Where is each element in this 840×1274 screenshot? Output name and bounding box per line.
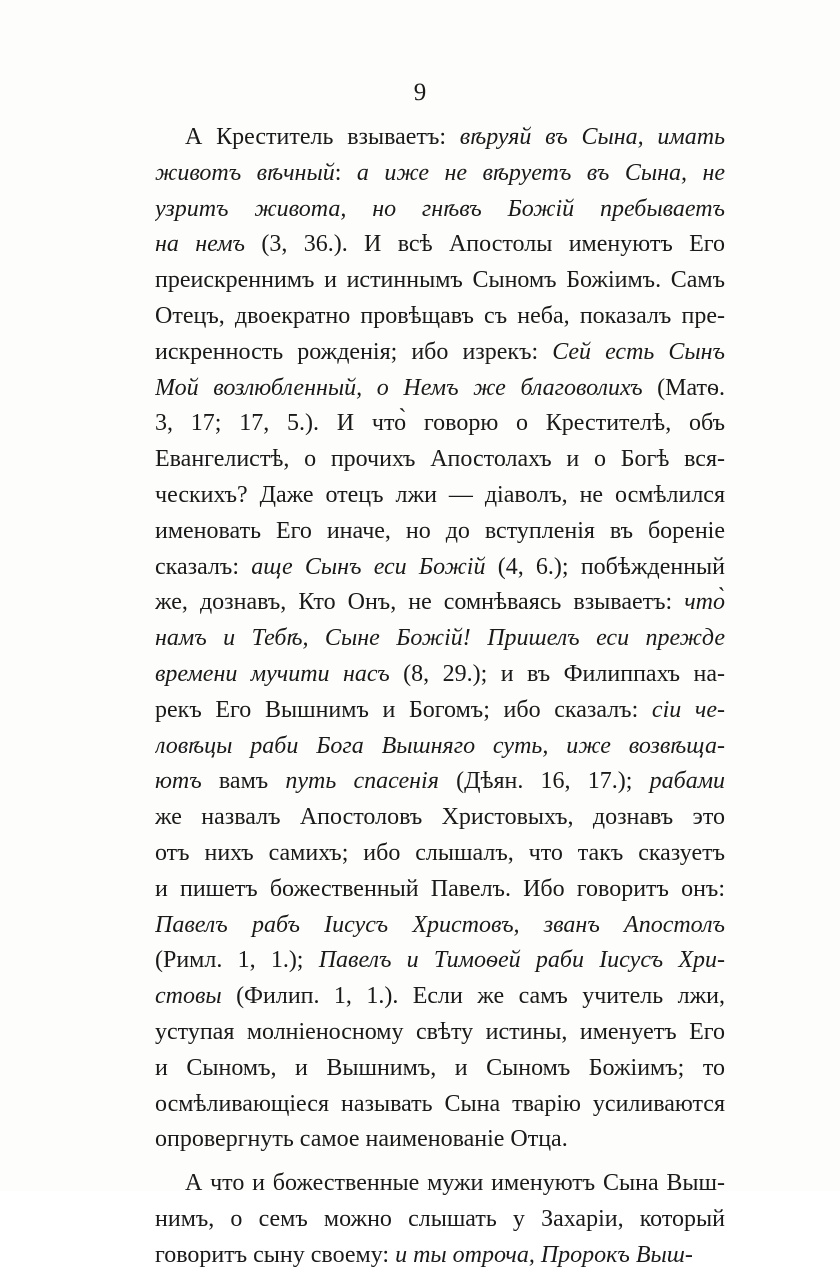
- text-run: нимъ, о семъ можно слышать у Захаріи, который: [155, 1205, 725, 1232]
- text-line: [155, 299, 725, 335]
- text-line: [155, 514, 725, 550]
- text-line: [155, 1087, 725, 1123]
- italic-quote: ловѣцы раби Бога Вышняго суть, иже возвѣща-: [155, 732, 725, 759]
- text-line: [155, 263, 725, 299]
- paragraph: [155, 1166, 725, 1273]
- text-line: [155, 192, 725, 228]
- text-line: [155, 836, 725, 872]
- text-line: [155, 371, 725, 407]
- text-line: [155, 120, 725, 156]
- text-line: [155, 478, 725, 514]
- italic-quote: сіи че-: [651, 696, 725, 723]
- text-run: ческихъ? Даже отецъ лжи — діаволъ, не осмѣлился: [155, 481, 725, 508]
- text-run: преискреннимъ и истиннымъ Сыномъ Божіимъ. Самъ: [155, 267, 725, 294]
- text-line: [155, 764, 725, 800]
- text-run: :: [334, 159, 357, 186]
- body-text: [155, 120, 725, 1274]
- italic-quote: ютъ: [155, 768, 202, 795]
- text-line: [155, 729, 725, 765]
- italic-quote: Мой возлюбленный, о Немъ же благоволихъ: [155, 374, 643, 401]
- text-run: опровергнуть самое наименованіе Отца.: [155, 1126, 568, 1153]
- text-line: [155, 1051, 725, 1087]
- text-run: 3, 17; 17, 5.). И что̀ говорю о Крестителѣ, объ: [155, 410, 725, 437]
- text-line: [155, 1015, 725, 1051]
- italic-quote: Павелъ рабъ Іисусъ Христовъ, званъ Апостолъ: [155, 911, 725, 938]
- text-run: Отецъ, двоекратно провѣщавъ съ неба, показалъ пре-: [155, 302, 725, 329]
- text-run: говоритъ сыну своему:: [155, 1241, 396, 1268]
- text-line: [155, 657, 725, 693]
- text-run: (Филип. 1, 1.). Если же самъ учитель лжи,: [221, 983, 725, 1010]
- text-run: же, дознавъ, Кто Онъ, не сомнѣваясь взываетъ:: [155, 589, 685, 616]
- text-line: [155, 908, 725, 944]
- text-run: осмѣливающіеся называть Сына тварію усиливаются: [155, 1090, 725, 1117]
- text-run: А что и божественные мужи именуютъ Сына Выш-: [185, 1170, 725, 1197]
- text-run: искренность рожденія; ибо изрекъ:: [155, 338, 553, 365]
- italic-quote: аще Сынъ еси Божій: [251, 553, 486, 580]
- italic-quote: и ты отроча, Пророкъ Выш-: [395, 1241, 693, 1268]
- text-run: (3, 36.). И всѣ Апостолы именуютъ Его: [245, 231, 725, 258]
- text-run: (Римл. 1, 1.);: [155, 947, 319, 974]
- italic-quote: стовы: [155, 983, 222, 1010]
- text-run: именовать Его иначе, но до вступленія въ бореніе: [155, 517, 725, 544]
- italic-quote: Павелъ и Тимоѳей раби Іисусъ Хри-: [318, 947, 725, 974]
- italic-quote: на немъ: [155, 231, 245, 258]
- text-run: А Креститель взываетъ:: [185, 124, 460, 150]
- text-line: [155, 872, 725, 908]
- text-line: [155, 800, 725, 836]
- italic-quote: путь спасенія: [285, 768, 439, 795]
- text-line: [155, 585, 725, 621]
- text-run: же назвалъ Апостоловъ Христовыхъ, дознавъ это: [155, 804, 725, 831]
- text-run: вамъ: [201, 768, 286, 795]
- paragraph: [155, 120, 725, 1158]
- text-line: [155, 1166, 725, 1202]
- text-line: [155, 621, 725, 657]
- text-line: [155, 406, 725, 442]
- text-run: (8, 29.); и въ Филиппахъ на-: [389, 660, 725, 687]
- text-run: отъ нихъ самихъ; ибо слышалъ, что такъ сказуетъ: [155, 839, 725, 866]
- text-line: [155, 943, 725, 979]
- italic-quote: рабами: [649, 768, 725, 795]
- text-run: уступая молніеносному свѣту истины, именуетъ Его: [155, 1018, 725, 1045]
- text-line: [155, 1202, 725, 1238]
- italic-quote: времени мучити насъ: [155, 660, 390, 687]
- italic-quote: вѣруяй въ Сына, имать: [459, 124, 725, 150]
- text-line: [155, 693, 725, 729]
- page-number: 9: [413, 79, 427, 106]
- text-line: [155, 227, 725, 263]
- text-run: (Дѣян. 16, 17.);: [438, 768, 650, 795]
- italic-quote: намъ и Тебѣ, Сыне Божій! Пришелъ еси прежде: [155, 625, 725, 652]
- text-run: (Матѳ.: [642, 374, 725, 401]
- text-line: [155, 1238, 725, 1274]
- italic-quote: Сей есть Сынъ: [552, 338, 725, 365]
- text-line: [155, 550, 725, 586]
- italic-quote: узритъ живота, но гнѣвъ Божій пребываетъ: [155, 195, 725, 222]
- text-run: Евангелистѣ, о прочихъ Апостолахъ и о Богѣ вся-: [155, 446, 725, 473]
- italic-quote: что̀: [684, 589, 725, 616]
- text-line: [155, 979, 725, 1015]
- paragraph-gap: [155, 1158, 725, 1166]
- text-line: [155, 156, 725, 192]
- text-run: и пишетъ божественный Павелъ. Ибо говоритъ онъ:: [155, 875, 725, 902]
- text-run: (4, 6.); побѣжденный: [485, 553, 725, 580]
- text-run: и Сыномъ, и Вышнимъ, и Сыномъ Божіимъ; то: [155, 1054, 725, 1081]
- text-line: [155, 335, 725, 371]
- text-line: [155, 1122, 725, 1158]
- italic-quote: животъ вѣчный: [155, 159, 335, 186]
- text-run: сказалъ:: [155, 553, 252, 580]
- italic-quote: а иже не вѣруетъ въ Сына, не: [356, 159, 725, 186]
- text-run: рекъ Его Вышнимъ и Богомъ; ибо сказалъ:: [155, 696, 652, 723]
- text-line: [155, 442, 725, 478]
